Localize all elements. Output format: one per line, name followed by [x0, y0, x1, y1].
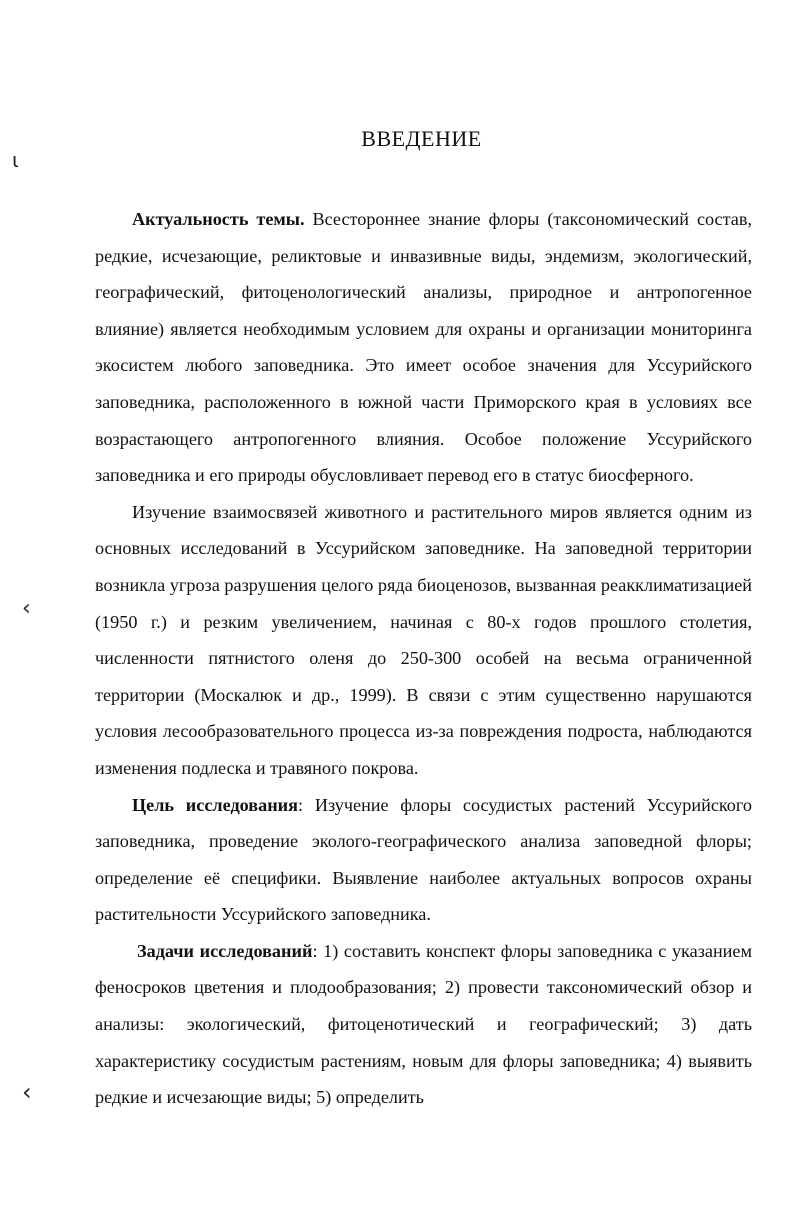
paragraph-goal	[95, 787, 752, 933]
paragraph-text: : Изучение флоры сосудистых растений Уссурийского заповедника, проведение эколого-географического анализа заповедной флоры; определение её специфики. Выявление наиболее актуальных вопросов охраны растительности Уссурийского заповедника.	[95, 794, 753, 925]
paragraph-heading: Задачи исследований	[137, 940, 313, 961]
page-title: ВВЕДЕНИЕ	[361, 126, 482, 151]
paragraph-relevance	[95, 201, 752, 494]
paragraph-text: Всестороннее знание флоры (таксономический состав, редкие, исчезающие, реликтовые и инвазивные виды, эндемизм, экологический, географический, фитоценологический анализы, природное и антропогенное влияние) является необходимым условием для охраны и организации мониторинга экосистем любого заповедника. Это имеет особое значения для Уссурийского заповедника, расположенного в южной части Приморского края в условиях все возрастающего антропогенного влияния. Особое положение Уссурийского заповедника и его природы обусловливает перевод его в статус биосферного.	[95, 209, 753, 486]
paragraph-heading: Цель исследования	[132, 794, 299, 815]
margin-tick-mark: ‹	[22, 596, 31, 621]
paragraph-interrelations	[95, 494, 752, 787]
paragraph-tasks	[95, 933, 752, 1116]
document-body	[95, 201, 752, 1116]
margin-tick-mark: ‹	[22, 1078, 32, 1106]
margin-tick-mark: ι	[12, 148, 19, 172]
paragraph-heading: Актуальность темы.	[132, 209, 305, 229]
paragraph-text: Изучение взаимосвязей животного и растительного миров является одним из основных исследований в Уссурийском заповеднике. На заповедной территории возникла угроза разрушения целого ряда биоценозов, вызванная реакклиматизацией (1950 г.) и резким увеличением, начиная с 80-х годов прошлого столетия, численности пятнистого оленя до 250-300 особей на весьма ограниченной территории (Москалюк и др., 1999). В связи с этим существенно нарушаются условия лесообразовательного процесса из-за повреждения подроста, наблюдаются изменения подлеска и травяного покрова.	[95, 501, 752, 778]
paragraph-text: : 1) составить конспект флоры заповедника с указанием феносроков цветения и плодообразования; 2) провести таксономический обзор и анализы: экологический, фитоценотический и географический; 3) дать характеристику сосудистым растениям, новым для флоры заповедника; 4) выявить редкие и исчезающие виды; 5) определить	[95, 940, 752, 1108]
